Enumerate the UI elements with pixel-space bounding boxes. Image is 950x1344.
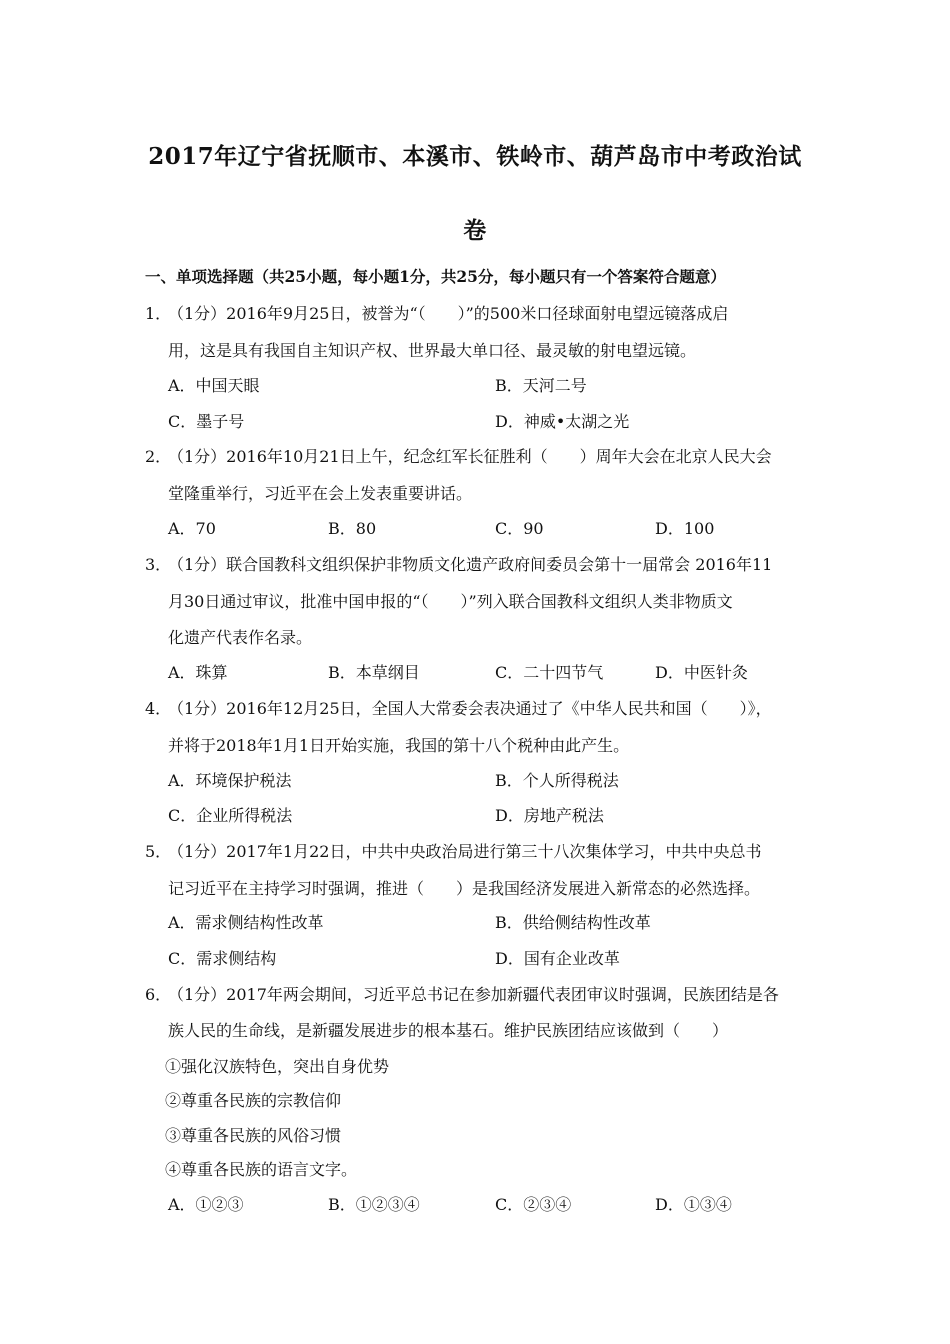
option-c[interactable]: C．二十四节气 xyxy=(495,663,604,682)
option-c[interactable]: C．90 xyxy=(495,519,544,538)
option-b[interactable]: B．个人所得税法 xyxy=(495,771,619,790)
option-b[interactable]: B．供给侧结构性改革 xyxy=(495,913,651,932)
question-text-line: 堂隆重举行，习近平在会上发表重要讲话。 xyxy=(168,484,473,503)
option-c[interactable]: C．企业所得税法 xyxy=(168,806,293,825)
option-b[interactable]: B．本草纲目 xyxy=(328,663,420,682)
question-number: 6． xyxy=(145,985,172,1004)
option-a[interactable]: A．环境保护税法 xyxy=(168,771,292,790)
question-text-line: 并将于2018年1月1日开始实施，我国的第十八个税种由此产生。 xyxy=(168,736,630,755)
option-a[interactable]: A．珠算 xyxy=(168,663,228,682)
option-b[interactable]: B．天河二号 xyxy=(495,376,587,395)
option-b[interactable]: B．①②③④ xyxy=(328,1195,420,1214)
question-text-line: 月30日通过审议，批准中国申报的“（ ）”列入联合国教科文组织人类非物质文 xyxy=(168,592,733,611)
option-d[interactable]: D．国有企业改革 xyxy=(495,949,620,968)
question-text-line: （1分）2016年12月25日，全国人大常委会表决通过了《中华人民共和国（ ）》， xyxy=(168,699,772,718)
statement-2: ②尊重各民族的宗教信仰 xyxy=(165,1091,342,1110)
option-d[interactable]: D．神威•太湖之光 xyxy=(495,412,630,431)
question-text-line: （1分）2017年1月22日，中共中央政治局进行第三十八次集体学习，中共中央总书 xyxy=(168,842,762,861)
page-title-line-2: 卷 xyxy=(463,217,487,244)
option-a[interactable]: A．需求侧结构性改革 xyxy=(168,913,324,932)
option-d[interactable]: D．房地产税法 xyxy=(495,806,604,825)
option-c[interactable]: C．②③④ xyxy=(495,1195,572,1214)
question-number: 5． xyxy=(145,842,172,861)
question-number: 1． xyxy=(145,304,172,323)
option-c[interactable]: C．墨子号 xyxy=(168,412,245,431)
question-text-line: （1分）2017年两会期间，习近平总书记在参加新疆代表团审议时强调，民族团结是各 xyxy=(168,985,779,1004)
question-number: 4． xyxy=(145,699,172,718)
question-text-line: 化遗产代表作名录。 xyxy=(168,628,313,647)
section-heading: 一、单项选择题（共25小题，每小题1分，共25分，每小题只有一个答案符合题意） xyxy=(145,267,726,286)
option-b[interactable]: B．80 xyxy=(328,519,377,538)
question-text-line: （1分）联合国教科文组织保护非物质文化遗产政府间委员会第十一届常会 2016年11 xyxy=(168,555,773,574)
statement-3: ③尊重各民族的风俗习惯 xyxy=(165,1126,342,1145)
page-title-line-1: 2017年辽宁省抚顺市、本溪市、铁岭市、葫芦岛市中考政治试 xyxy=(148,143,802,170)
option-a[interactable]: A．70 xyxy=(168,519,216,538)
question-text-line: 记习近平在主持学习时强调，推进（ ）是我国经济发展进入新常态的必然选择。 xyxy=(168,879,761,898)
option-d[interactable]: D．100 xyxy=(655,519,715,538)
option-a[interactable]: A．①②③ xyxy=(168,1195,244,1214)
question-text-line: 用，这是具有我国自主知识产权、世界最大单口径、最灵敏的射电望远镜。 xyxy=(168,341,697,360)
option-a[interactable]: A．中国天眼 xyxy=(168,376,260,395)
option-c[interactable]: C．需求侧结构 xyxy=(168,949,277,968)
question-text-line: （1分）2016年9月25日，被誉为“（ ）”的500米口径球面射电望远镜落成启 xyxy=(168,304,729,323)
question-text-line: 族人民的生命线，是新疆发展进步的根本基石。维护民族团结应该做到（ ） xyxy=(168,1021,729,1040)
question-number: 2． xyxy=(145,447,172,466)
question-text-line: （1分）2016年10月21日上午，纪念红军长征胜利（ ）周年大会在北京人民大会 xyxy=(168,447,772,466)
option-d[interactable]: D．①③④ xyxy=(655,1195,732,1214)
statement-1: ①强化汉族特色，突出自身优势 xyxy=(165,1057,390,1076)
statement-4: ④尊重各民族的语言文字。 xyxy=(165,1160,358,1179)
option-d[interactable]: D．中医针灸 xyxy=(655,663,748,682)
question-number: 3． xyxy=(145,555,172,574)
